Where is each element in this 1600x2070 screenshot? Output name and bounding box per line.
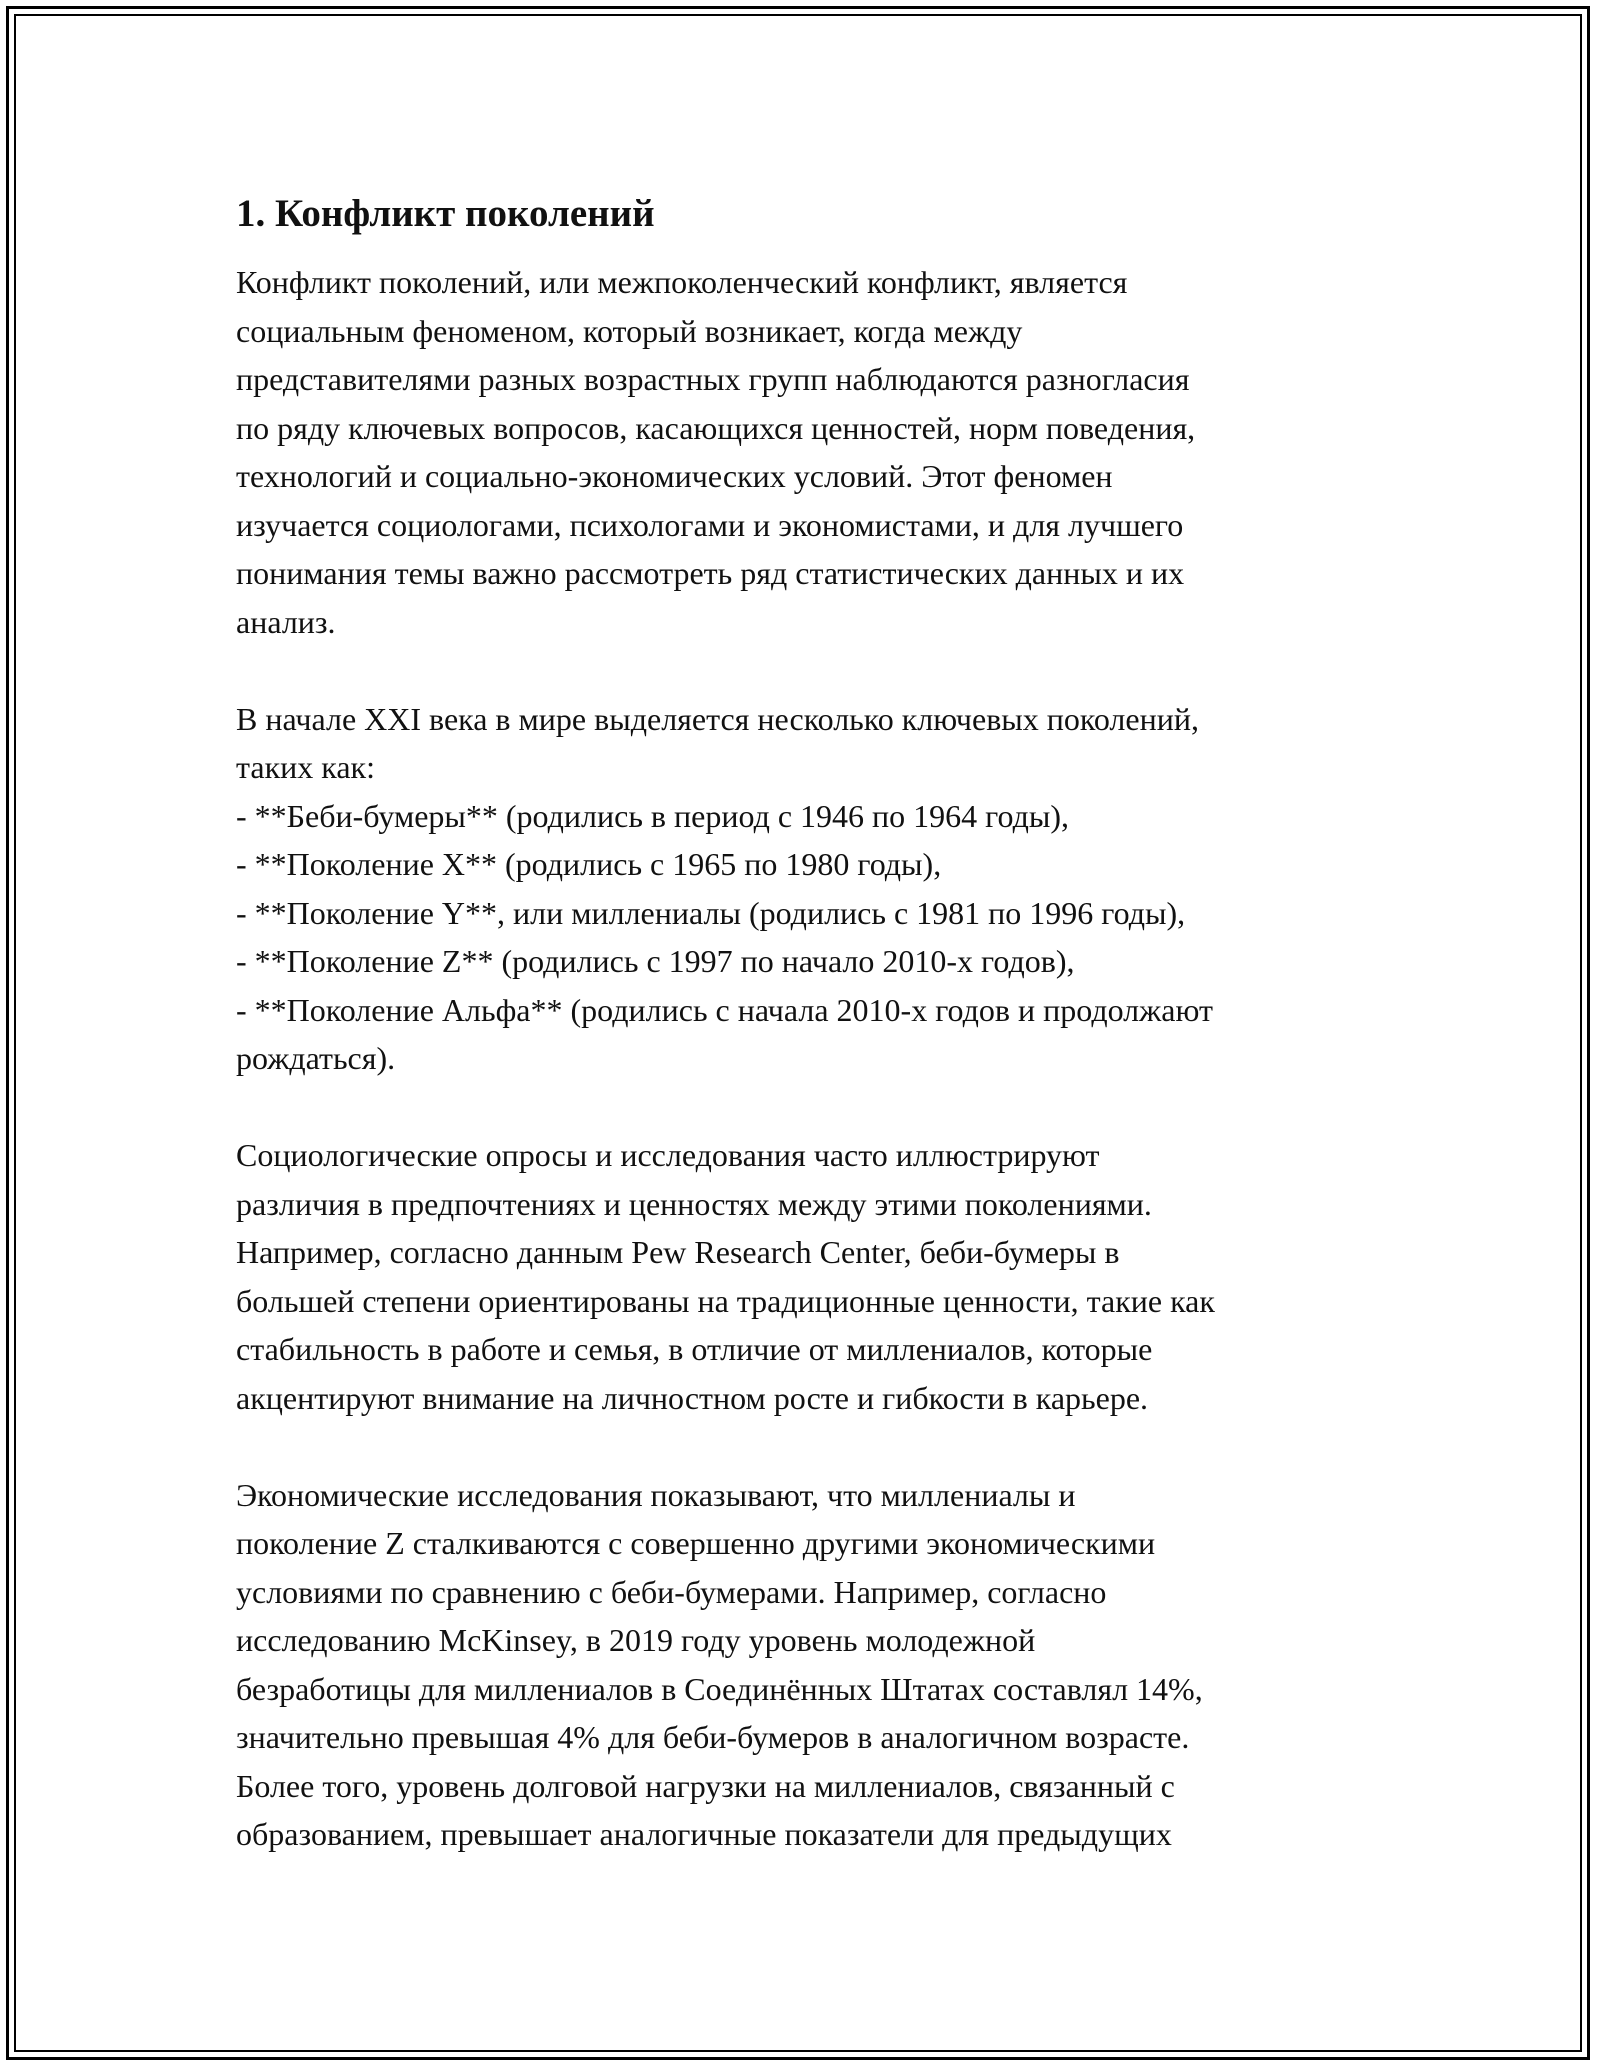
list-item: - **Поколение Y**, или миллениалы (родились с 1981 по 1996 годы), — [236, 894, 1186, 931]
text-line: акцентируют внимание на личностном росте и гибкости в карьере. — [236, 1379, 1149, 1416]
text-line: Конфликт поколений, или межпоколенческий конфликт, является — [236, 264, 1128, 300]
list-item: - **Поколение Z** (родились с 1997 по начало 2010-х годов), — [236, 943, 1075, 979]
text-line: Например, согласно данным Pew Research Center, беби-бумеры в — [236, 1234, 1120, 1270]
text-line: исследованию McKinsey, в 2019 году уровень молодежной — [236, 1622, 1036, 1658]
text-line: анализ. — [236, 603, 336, 640]
text-line: условиями по сравнению с беби-бумерами. Например, согласно — [236, 1573, 1107, 1610]
text-line: по ряду ключевых вопросов, касающихся ценностей, норм поведения, — [236, 409, 1196, 446]
document-body — [236, 188, 1376, 1907]
text-line: представителями разных возрастных групп наблюдаются разногласия — [236, 361, 1190, 397]
text-line: поколение Z сталкиваются с совершенно другими экономическими — [236, 1525, 1156, 1561]
paragraph-economics — [236, 1471, 1376, 1859]
text-line: рождаться). — [236, 1040, 396, 1076]
paragraph-intro — [236, 258, 1376, 646]
section-heading: 1. Конфликт поколений — [236, 192, 655, 235]
text-line: Социологические опросы и исследования часто иллюстрируют — [236, 1137, 1100, 1173]
paragraph-sociology — [236, 1131, 1376, 1422]
text-line: значительно превышая 4% для беби-бумеров в аналогичном возрасте. — [236, 1719, 1190, 1755]
text-line: понимания темы важно рассмотреть ряд статистических данных и их — [236, 555, 1185, 591]
list-item: - **Беби-бумеры** (родились в период с 1946 по 1964 годы), — [236, 797, 1070, 834]
text-line: Более того, уровень долговой нагрузки на миллениалов, связанный с — [236, 1767, 1175, 1804]
list-item: - **Поколение Альфа** (родились с начала 2010-х годов и продолжают — [236, 991, 1213, 1028]
text-line: социальным феноменом, который возникает, когда между — [236, 312, 1023, 349]
text-line: технологий и социально-экономических условий. Этот феномен — [236, 458, 1113, 494]
list-item: - **Поколение X** (родились с 1965 по 1980 годы), — [236, 846, 942, 882]
text-line: стабильность в работе и семья, в отличие от миллениалов, которые — [236, 1331, 1153, 1367]
text-line: изучается социологами, психологами и экономистами, и для лучшего — [236, 506, 1184, 543]
text-line: В начале XXI века в мире выделяется несколько ключевых поколений, — [236, 700, 1199, 737]
text-line: различия в предпочтениях и ценностях между этими поколениями. — [236, 1185, 1152, 1222]
text-line: таких как: — [236, 749, 375, 785]
paragraph-generations-list — [236, 695, 1376, 1083]
text-line: Экономические исследования показывают, что миллениалы и — [236, 1476, 1076, 1513]
text-line: образованием, превышает аналогичные показатели для предыдущих — [236, 1816, 1172, 1852]
text-line: безработицы для миллениалов в Соединённых Штатах составлял 14%, — [236, 1670, 1203, 1707]
text-line: большей степени ориентированы на традиционные ценности, такие как — [236, 1282, 1215, 1319]
